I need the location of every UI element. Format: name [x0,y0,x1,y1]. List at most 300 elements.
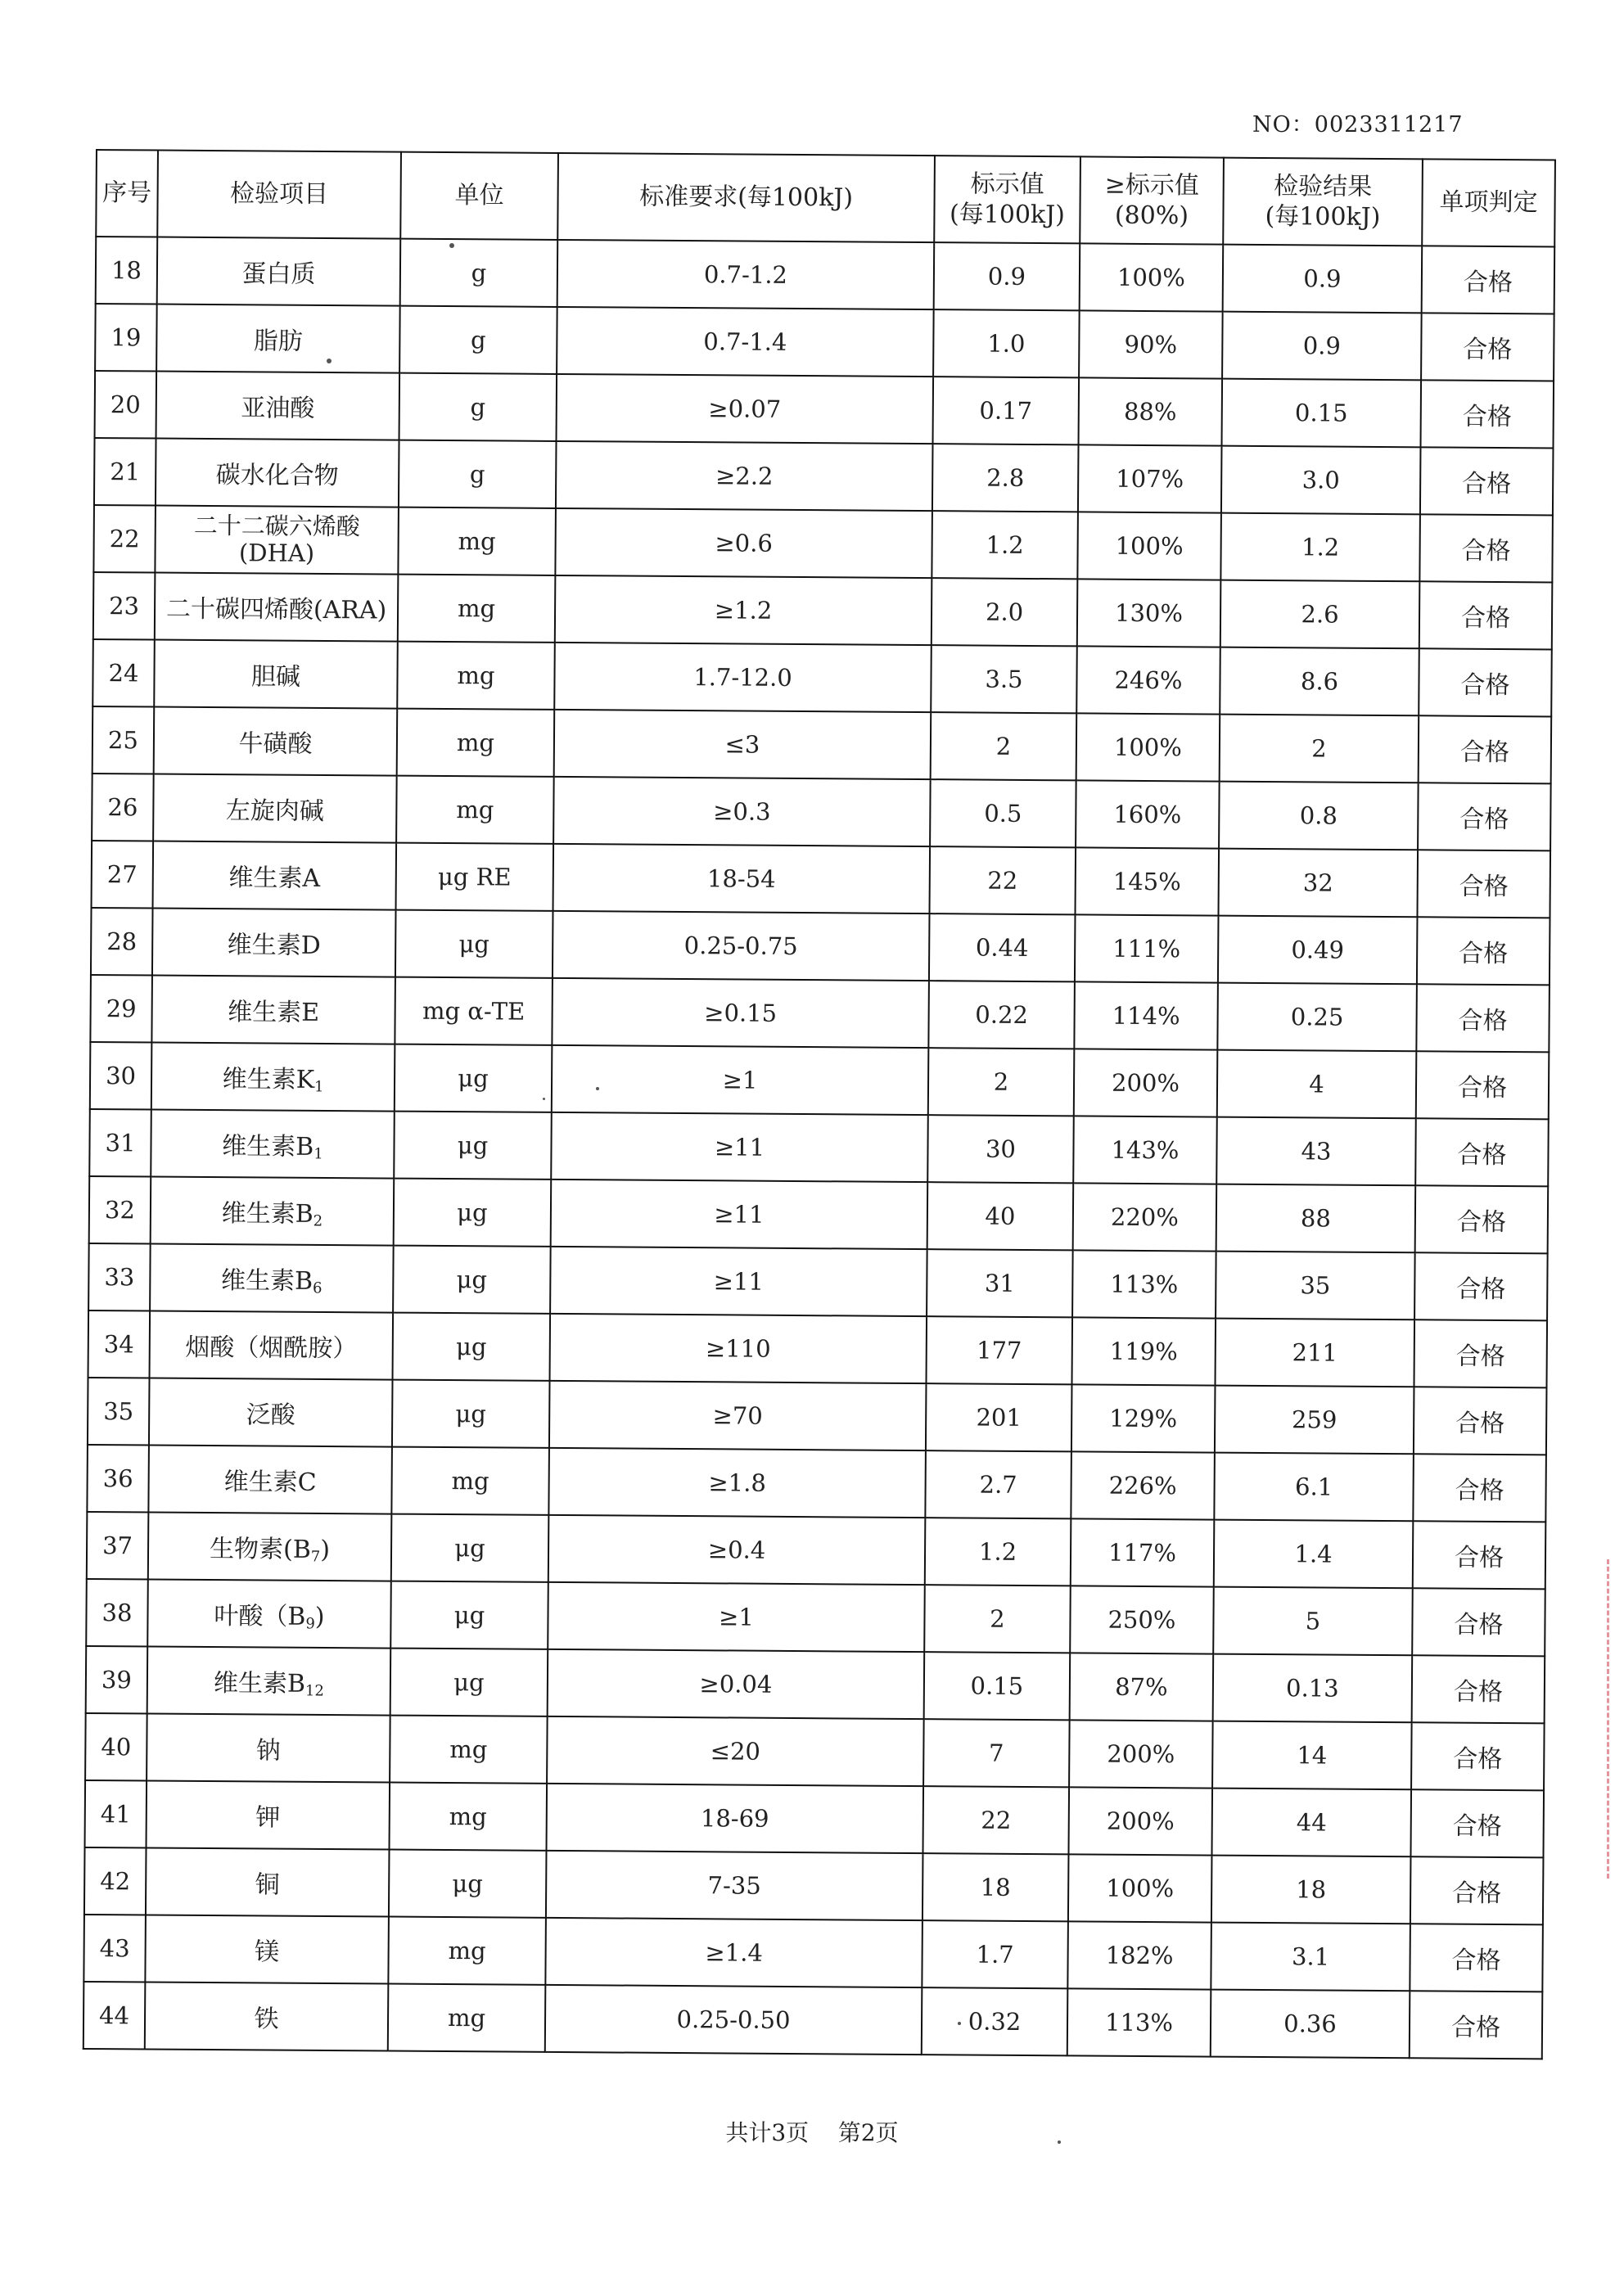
cell-item [155,573,399,642]
cell-unit: mg [390,1783,548,1851]
cell-labeled-value: 7 [923,1719,1070,1787]
cell-unit: mg [390,1716,548,1784]
cell-verdict: 合格 [1414,1252,1548,1320]
table-row [92,774,1551,850]
cell-item [155,506,399,575]
cell-item [156,439,399,507]
cell-index: 33 [88,1243,151,1311]
cell-index: 23 [93,572,156,640]
header-result: 检验结果 (每100kJ) [1223,158,1423,246]
table-row [83,1982,1543,2059]
total-pages: 共计3页 [725,2119,810,2146]
item-name: 胆碱 [250,662,301,692]
cell-index: 42 [84,1847,147,1915]
cell-standard: 0.7-1.2 [557,240,935,309]
cell-ratio: 143% [1073,1116,1217,1184]
table-row [95,304,1554,381]
table-row [87,1445,1546,1522]
cell-labeled-value: 1.2 [932,511,1078,579]
cell-item [147,1579,391,1648]
item-name: 维生素D [227,931,321,960]
cell-result: 5 [1213,1587,1413,1656]
cell-verdict: 合格 [1419,648,1552,716]
cell-unit: mg [388,1917,546,1985]
cell-verdict: 合格 [1417,850,1550,918]
cell-unit: μg RE [396,843,554,911]
cell-standard: 18-69 [547,1784,924,1853]
cell-index: 37 [87,1512,149,1580]
cell-item [147,1713,390,1782]
inspection-results-table [83,149,1556,2059]
item-subscript: 12 [304,1682,324,1700]
cell-ratio: 100% [1077,512,1221,580]
cell-unit: mg [388,1984,546,2052]
cell-labeled-value: 2.8 [932,444,1079,512]
cell-standard: ≤20 [547,1716,924,1786]
cell-index: 18 [96,237,158,304]
cell-labeled-value: 3.5 [931,645,1077,713]
item-name: 维生素B [222,1131,314,1162]
cell-standard: ≥11 [551,1180,928,1249]
cell-result: 44 [1211,1789,1411,1857]
cell-standard: ≥110 [550,1314,927,1383]
cell-index: 28 [91,908,153,976]
cell-unit: μg [394,1179,552,1247]
cell-index: 41 [85,1780,147,1848]
cell-standard: 18-54 [553,844,931,913]
item-subscript: 7 [310,1548,321,1566]
cell-standard: ≥70 [549,1381,927,1450]
cell-ratio: 119% [1071,1317,1216,1385]
scan-speck [1058,2140,1061,2144]
cell-standard: ≥0.07 [557,374,934,444]
cell-unit: g [400,239,558,307]
header-index: 序号 [96,150,158,237]
cell-item [145,1915,389,1983]
cell-unit: μg [390,1581,548,1649]
cell-standard: ≤3 [554,710,932,779]
cell-unit: mg [396,776,554,844]
cell-standard: ≥0.4 [548,1515,926,1585]
cell-verdict: 合格 [1412,1655,1545,1723]
cell-verdict: 合格 [1414,1319,1547,1387]
cell-standard: ≥1.4 [545,1918,923,1987]
table-row [91,908,1550,985]
item-name: 维生素A [228,864,321,893]
cell-result: 1.2 [1220,513,1420,582]
cell-ratio: 114% [1074,981,1218,1049]
cell-verdict: 合格 [1410,1991,1543,2059]
cell-unit: μg [395,1044,553,1112]
cell-standard: ≥2.2 [556,441,933,511]
item-name: 铜 [255,1870,280,1900]
table-row [95,371,1554,448]
cell-index: 44 [83,1982,146,2050]
cell-item [150,1310,394,1379]
cell-standard: ≥1.8 [548,1448,926,1518]
cell-result: 211 [1215,1319,1414,1387]
cell-labeled-value: 2 [931,712,1077,780]
item-name: 叶酸（B [214,1601,306,1631]
cell-index: 22 [93,505,156,573]
header-row [96,150,1555,246]
cell-ratio: 117% [1071,1518,1215,1586]
item-name: 维生素B [220,1265,314,1296]
cell-item [156,304,400,373]
cell-labeled-value: 18 [923,1853,1069,1921]
cell-item [147,1780,390,1849]
item-name: 蛋白质 [241,259,316,289]
header-standard: 标准要求(每100kJ) [557,153,935,242]
item-name: 生物素(B [209,1534,311,1564]
cell-result: 0.49 [1218,916,1418,985]
cell-result: 1.4 [1214,1520,1414,1589]
cell-labeled-value: 0.5 [930,779,1076,847]
cell-item [150,1243,394,1312]
scan-speck [543,1098,545,1100]
item-name: 二十二碳六烯酸 (DHA) [193,511,360,567]
cell-result: 43 [1216,1117,1416,1186]
cell-labeled-value: 0.9 [934,242,1080,310]
header-unit: 单位 [400,152,558,240]
item-name: 二十碳四烯酸(ARA) [165,594,387,625]
cell-item [156,372,400,440]
table-row [87,1512,1546,1589]
cell-index: 31 [89,1109,151,1177]
cell-standard: ≥0.3 [553,777,931,846]
scan-speck [327,359,332,363]
item-subscript: 6 [313,1279,323,1297]
table-row [89,1109,1549,1186]
cell-ratio: 129% [1071,1384,1216,1452]
table-row [94,438,1554,515]
cell-labeled-value: 22 [923,1786,1069,1854]
cell-result: 88 [1216,1184,1416,1253]
item-subscript: 9 [305,1615,315,1633]
cell-result: 8.6 [1220,647,1419,716]
cell-index: 20 [95,371,157,439]
cell-verdict: 合格 [1416,1051,1550,1119]
item-name: 亚油酸 [241,394,315,423]
cell-standard: 0.25-0.75 [553,911,930,981]
cell-standard: ≥0.15 [552,978,929,1048]
cell-verdict: 合格 [1421,313,1554,381]
cell-ratio: 90% [1079,310,1223,378]
cell-unit: μg [393,1246,551,1314]
cell-unit: μg [395,910,553,978]
cell-labeled-value: 1.2 [925,1518,1071,1586]
table-row [86,1646,1545,1723]
cell-ratio: 160% [1076,780,1220,848]
cell-item [149,1378,393,1446]
item-name: 左旋肉碱 [225,796,324,826]
cell-item [148,1445,392,1513]
cell-ratio: 100% [1068,1854,1212,1922]
cell-index: 25 [92,706,155,774]
cell-ratio: 246% [1076,646,1220,714]
cell-verdict: 合格 [1422,246,1555,314]
cell-item [145,1982,389,2050]
cell-labeled-value: 0.44 [929,913,1076,981]
cell-result: 2.6 [1220,580,1420,649]
cell-item [147,1646,391,1715]
report-number: NO：0023311217 [1252,112,1464,138]
cell-standard: ≥11 [551,1112,928,1182]
header-verdict: 单项判定 [1422,159,1555,246]
cell-unit: g [399,306,557,374]
cell-ratio: 220% [1073,1183,1217,1251]
cell-ratio: 88% [1079,377,1223,445]
cell-labeled-value: 1.7 [922,1920,1068,1988]
cell-index: 19 [95,304,157,372]
cell-verdict: 合格 [1410,1856,1544,1924]
cell-unit: μg [392,1380,550,1448]
cell-item [153,774,397,843]
cell-unit: μg [390,1649,548,1716]
cell-verdict: 合格 [1416,984,1550,1052]
cell-index: 30 [90,1042,152,1110]
cell-labeled-value: 31 [927,1249,1073,1317]
cell-standard: ≥0.04 [548,1649,925,1719]
cell-verdict: 合格 [1415,1185,1549,1253]
cell-verdict: 合格 [1419,715,1552,783]
cell-unit: μg [391,1514,549,1582]
cell-labeled-value: 0.32 [922,1987,1068,2055]
table-row [93,505,1553,582]
cell-ratio: 87% [1070,1653,1214,1721]
cell-result: 0.9 [1223,245,1423,314]
cell-labeled-value: 0.22 [928,981,1075,1049]
item-name: 维生素B [221,1198,314,1229]
cell-verdict: 合格 [1412,1588,1545,1656]
table-row [90,1042,1550,1119]
cell-ratio: 111% [1075,914,1219,982]
cell-ratio: 200% [1068,1787,1212,1855]
item-name: 烟酸（烟酰胺） [185,1333,358,1364]
cell-item [157,237,401,306]
cell-unit: mg [398,507,556,575]
cell-ratio: 226% [1071,1451,1215,1519]
cell-labeled-value: 2.0 [932,578,1078,646]
cell-verdict: 合格 [1418,783,1551,850]
cell-index: 40 [85,1713,147,1781]
cell-ratio: 113% [1072,1250,1216,1318]
cell-standard: ≥11 [550,1247,927,1316]
cell-result: 0.36 [1211,1990,1410,2059]
cell-verdict: 合格 [1410,1789,1544,1857]
cell-result: 0.25 [1217,983,1417,1052]
item-subscript: 1 [314,1145,323,1163]
cell-item [151,1177,395,1246]
cell-item [151,1043,395,1112]
item-name: 维生素E [228,998,320,1027]
cell-item [153,841,397,910]
item-name: 泛酸 [246,1401,295,1430]
item-name: 维生素C [223,1468,317,1497]
cell-result: 32 [1218,849,1418,918]
cell-item [152,909,396,977]
cell-ratio: 182% [1067,1921,1211,1989]
item-suffix: ) [314,1602,325,1631]
cell-result: 3.0 [1221,446,1421,515]
item-name: 维生素K [222,1064,315,1094]
cell-labeled-value: 0.15 [924,1652,1071,1720]
cell-labeled-value: 2 [924,1585,1071,1653]
cell-labeled-value: 30 [927,1115,1074,1183]
scan-speck [596,1087,599,1090]
item-suffix: ) [320,1535,331,1564]
cell-index: 32 [89,1176,151,1244]
cell-index: 35 [88,1378,150,1446]
cell-result: 0.8 [1219,782,1419,850]
table-row [83,1915,1543,1992]
table-row [86,1579,1545,1656]
cell-ratio: 250% [1070,1586,1214,1653]
cell-unit: mg [398,575,556,643]
item-name: 脂肪 [253,327,303,356]
cell-index: 21 [94,438,156,506]
cell-unit: g [399,373,557,441]
scan-speck [449,243,454,248]
cell-ratio: 100% [1080,243,1224,311]
table-row [88,1378,1547,1455]
cell-index: 36 [87,1445,149,1513]
cell-standard: ≥1.2 [555,575,932,645]
cell-index: 27 [92,841,154,909]
cell-verdict: 合格 [1415,1118,1549,1186]
cell-item [151,976,395,1044]
cell-index: 26 [92,774,154,841]
cell-ratio: 113% [1067,1988,1211,2056]
table-row [92,841,1551,918]
table-row [85,1713,1545,1790]
current-page: 第2页 [837,2119,899,2146]
table-row [88,1310,1548,1387]
table-row [92,706,1552,783]
table-row [88,1243,1548,1320]
cell-labeled-value: 22 [930,846,1076,914]
cell-unit: g [399,440,557,508]
cell-index: 24 [92,639,155,707]
cell-verdict: 合格 [1419,514,1553,582]
cell-ratio: 145% [1075,847,1219,915]
item-name: 镁 [255,1937,280,1967]
cell-labeled-value: 1.0 [933,309,1080,377]
cell-standard: 7-35 [546,1851,923,1920]
header-labeled-value: 标示值 (每100kJ) [934,156,1080,243]
cell-verdict: 合格 [1419,581,1553,649]
cell-standard: ≥0.6 [555,508,932,578]
cell-verdict: 合格 [1413,1454,1546,1522]
cell-index: 43 [83,1915,146,1982]
cell-unit: mg [391,1447,549,1515]
cell-ratio: 107% [1078,444,1222,512]
cell-unit: mg [397,642,555,710]
cell-verdict: 合格 [1420,447,1554,515]
table-row [92,639,1552,716]
item-name: 维生素B [213,1668,306,1698]
cell-index: 39 [86,1646,148,1714]
cell-standard: 1.7-12.0 [554,643,932,712]
cell-result: 4 [1217,1050,1417,1119]
page-footer [0,2115,1624,2148]
item-subscript: 1 [314,1078,324,1096]
cell-result: 35 [1216,1252,1415,1320]
table-row [84,1847,1544,1924]
cell-result: 0.15 [1222,379,1422,448]
cell-standard: 0.25-0.50 [545,1985,923,2055]
cell-result: 14 [1212,1721,1412,1790]
table-row [90,975,1550,1052]
table-row [93,572,1553,649]
cell-verdict: 合格 [1411,1722,1545,1790]
item-name: 碳水化合物 [215,461,339,491]
cell-result: 0.9 [1222,312,1422,381]
cell-labeled-value: 177 [926,1316,1072,1384]
item-name: 钠 [255,1736,281,1766]
cell-unit: mg α-TE [395,977,553,1045]
cell-index: 29 [90,975,152,1043]
cell-verdict: 合格 [1420,380,1554,448]
table-row [89,1176,1549,1253]
cell-ratio: 100% [1076,713,1220,781]
scan-speck [958,2022,961,2025]
cell-index: 34 [88,1310,151,1378]
cell-unit: μg [389,1850,547,1918]
item-name: 铁 [254,2005,279,2034]
cell-ratio: 200% [1074,1049,1218,1116]
table-row [96,237,1555,314]
cell-standard: ≥1 [552,1045,929,1115]
cell-labeled-value: 2 [928,1048,1075,1116]
cell-verdict: 合格 [1417,917,1550,985]
cell-labeled-value: 201 [926,1383,1072,1451]
cell-result: 6.1 [1214,1453,1414,1522]
item-subscript: 2 [313,1212,323,1230]
cell-item [154,640,398,709]
cell-item [146,1847,390,1916]
cell-unit: mg [397,709,555,777]
cell-result: 18 [1211,1856,1411,1924]
cell-verdict: 合格 [1410,1924,1543,1992]
cell-labeled-value: 0.17 [933,377,1080,444]
cell-index: 38 [86,1579,148,1647]
cell-unit: μg [394,1112,552,1180]
cell-ratio: 200% [1069,1720,1213,1788]
cell-item [151,1110,395,1179]
cell-labeled-value: 2.7 [925,1450,1071,1518]
cell-item [154,707,398,776]
stamp-edge-mark [1607,1559,1624,1879]
cell-result: 2 [1220,715,1419,783]
item-name: 牛磺酸 [238,729,313,759]
cell-result: 3.1 [1211,1923,1410,1992]
cell-verdict: 合格 [1414,1387,1547,1455]
cell-unit: μg [393,1313,551,1381]
table-body [83,237,1554,2059]
item-name: 钾 [255,1803,281,1833]
cell-item [148,1512,392,1581]
header-ratio: ≥标示值 (80%) [1080,156,1224,244]
cell-result: 0.13 [1213,1654,1413,1723]
table-row [85,1780,1545,1857]
cell-standard: ≥1 [548,1582,925,1652]
header-item: 检验项目 [157,151,401,239]
cell-verdict: 合格 [1413,1521,1546,1589]
cell-ratio: 130% [1077,579,1221,647]
cell-labeled-value: 40 [927,1182,1074,1250]
cell-standard: 0.7-1.4 [557,307,934,377]
